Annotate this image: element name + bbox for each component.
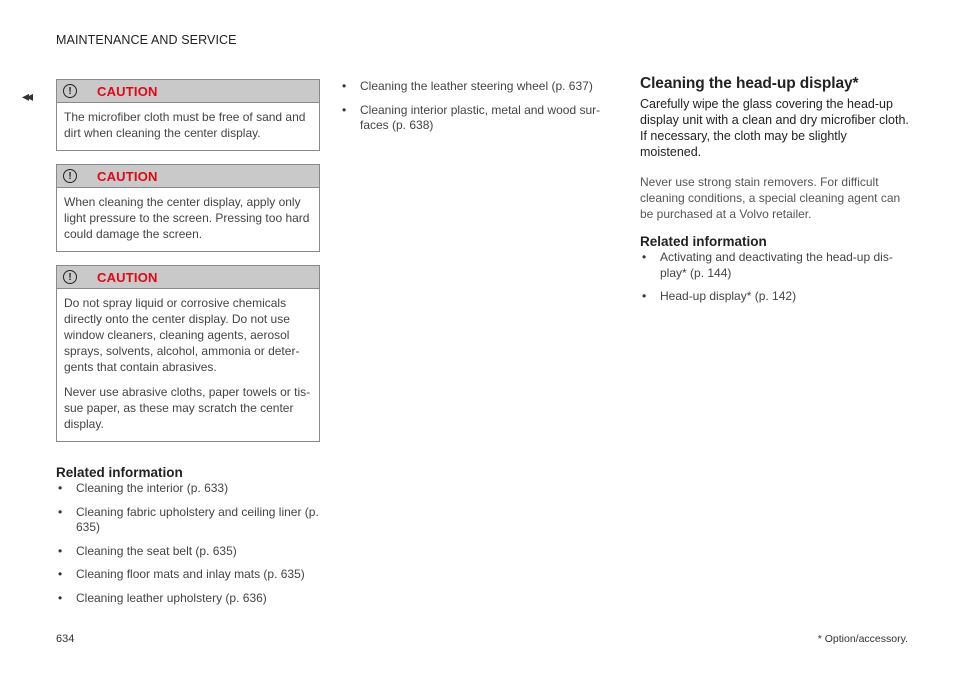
lead-paragraph: Carefully wipe the glass covering the head-up display unit with a clean and dry microfiber cloth. If necessary, the cloth may be slightly moistened. [640, 97, 909, 159]
related-list [640, 250, 910, 305]
continued-from-previous-icon: ◂◂ [22, 88, 31, 104]
related-link[interactable]: • Activating and deactivating the head-up dis-play* (p. 144) [640, 250, 910, 281]
caution-text: Do not spray liquid or corrosive chemicals directly onto the center display. Do not use window cleaners, cleaning agents, aerosol sprays, solvents, alcohol, ammonia or deter-gents that contain abrasives. [64, 296, 300, 374]
caution-box [56, 79, 320, 151]
related-link[interactable]: • Cleaning the interior (p. 633) [56, 481, 320, 497]
warning-icon: ! [63, 270, 77, 284]
related-information [640, 234, 910, 305]
caution-text: Never use abrasive cloths, paper towels or tis-sue paper, as these may scratch the center display. [64, 385, 311, 431]
caution-box [56, 265, 320, 442]
related-information [56, 465, 320, 606]
caution-text: The microfiber cloth must be free of sand and dirt when cleaning the center display. [64, 110, 306, 140]
footnote: * Option/accessory. [817, 633, 908, 645]
related-link[interactable]: • Head-up display* (p. 142) [640, 289, 910, 305]
left-column [56, 79, 320, 614]
caution-header [57, 266, 319, 289]
running-header: MAINTENANCE AND SERVICE [56, 33, 237, 47]
related-link[interactable]: • Cleaning the leather steering wheel (p. 637) [340, 79, 612, 95]
related-link[interactable]: • Cleaning the seat belt (p. 635) [56, 544, 320, 560]
caution-body [57, 289, 319, 441]
middle-column [340, 78, 612, 142]
body-paragraph: Never use strong stain removers. For difficult cleaning conditions, a special cleaning agent can be purchased at a Volvo retailer. [640, 175, 901, 221]
caution-title: CAUTION [97, 168, 158, 184]
caution-header [57, 80, 319, 103]
related-link[interactable]: • Cleaning interior plastic, metal and wood sur-faces (p. 638) [340, 103, 612, 134]
related-link[interactable]: • Cleaning leather upholstery (p. 636) [56, 591, 320, 607]
related-link[interactable]: • Cleaning fabric upholstery and ceiling liner (p. 635) [56, 505, 320, 536]
warning-icon: ! [63, 169, 77, 183]
related-list-continued [340, 79, 612, 134]
caution-body [57, 188, 319, 251]
related-list [56, 481, 320, 606]
related-heading: Related information [640, 234, 767, 249]
caution-title: CAUTION [97, 83, 158, 99]
caution-title: CAUTION [97, 269, 158, 285]
page-number: 634 [56, 633, 75, 645]
related-link[interactable]: • Cleaning floor mats and inlay mats (p. 635) [56, 567, 320, 583]
warning-icon: ! [63, 84, 77, 98]
section-title: Cleaning the head-up display* [640, 75, 859, 92]
caution-text: When cleaning the center display, apply only light pressure to the screen. Pressing too hard could damage the screen. [64, 195, 310, 241]
caution-box [56, 164, 320, 252]
related-heading: Related information [56, 465, 183, 480]
right-column [640, 75, 910, 313]
caution-header [57, 165, 319, 188]
caution-body [57, 103, 319, 150]
